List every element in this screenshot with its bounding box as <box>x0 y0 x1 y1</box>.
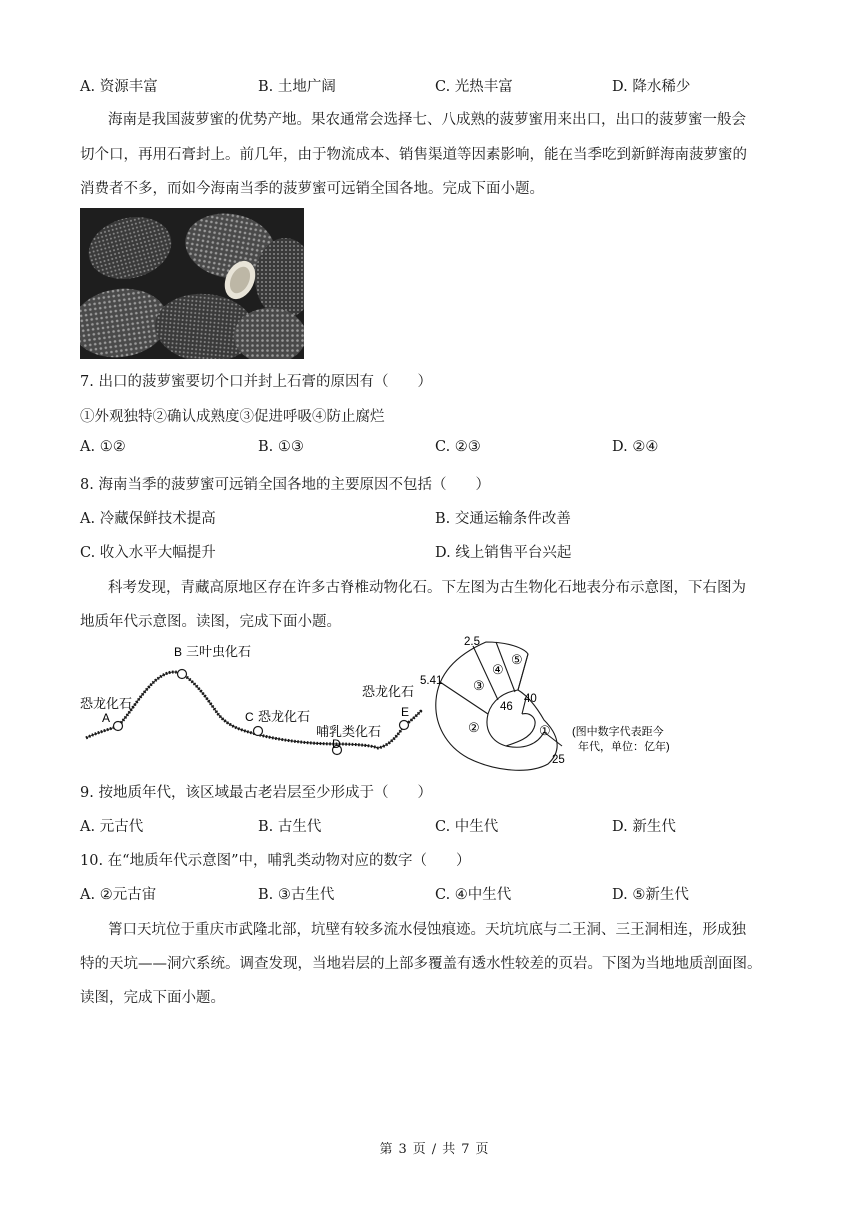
geotime-number-40: 40 <box>524 693 537 705</box>
point-b-marker <box>178 670 187 679</box>
passage1-line1: 海南是我国菠萝蜜的优势产地。果农通常会选择七、八成熟的菠萝蜜用来出口，出口的菠萝蜜一般会 <box>108 112 746 128</box>
label-e-letter: E <box>401 705 410 719</box>
footer-total-word: 页 <box>475 1142 489 1157</box>
footer-page-number: 3 <box>398 1142 407 1157</box>
geotime-note-line1: (图中数字代表距今 <box>572 726 664 738</box>
q7-option-d: D. ②④ <box>612 439 659 455</box>
geotime-number-46: 46 <box>500 701 513 713</box>
q9-option-a: A. 元古代 <box>80 819 144 835</box>
passage3-line2: 特的天坑——洞穴系统。调查发现，当地岩层的上部多覆盖有透水性较差的页岩。下图为当地地质剖面图。 <box>80 956 762 972</box>
passage3-line1: 箐口天坑位于重庆市武隆北部，坑壁有较多流水侵蚀痕迹。天坑坑底与二王洞、三王洞相连，形成独 <box>108 922 746 938</box>
passage1-line2: 切个口，再用石膏封上。前几年，由于物流成本、销售渠道等因素影响，能在当季吃到新鲜海南菠萝蜜的 <box>80 147 747 163</box>
q8-options-row1 <box>80 507 800 527</box>
q6-option-c: C. 光热丰富 <box>435 79 513 95</box>
q8-option-d: D. 线上销售平台兴起 <box>435 545 572 561</box>
point-c-marker <box>254 727 263 736</box>
q10-stem: 10. 在“地质年代示意图”中，哺乳类动物对应的数字（ ） <box>80 853 471 869</box>
passage1-line3: 消费者不多，而如今海南当季的菠萝蜜可远销全国各地。完成下面小题。 <box>80 181 544 197</box>
q10-option-a: A. ②元古宙 <box>80 887 157 903</box>
passage3-line3: 读图，完成下面小题。 <box>80 990 225 1006</box>
geotime-number-25: 25 <box>552 754 565 766</box>
footer-total-pages: 7 <box>461 1142 470 1157</box>
geotime-segment-5: ⑤ <box>511 652 523 667</box>
q7-option-a: A. ①② <box>80 439 126 455</box>
geotime-number-5-41: 5.41 <box>420 675 443 687</box>
q10-options <box>80 883 800 903</box>
footer-separator: / <box>431 1142 437 1157</box>
q9-stem: 9. 按地质年代，该区域最古老岩层至少形成于（ ） <box>80 785 432 801</box>
geotime-segment-2: ② <box>468 720 480 735</box>
label-b-fossil: 三叶虫化石 <box>186 644 252 659</box>
q10-option-b: B. ③古生代 <box>258 887 335 903</box>
q9-option-c: C. 中生代 <box>435 819 499 835</box>
q7-option-c: C. ②③ <box>435 439 481 455</box>
point-a-marker <box>114 722 123 731</box>
q9-options <box>80 815 800 835</box>
q8-stem: 8. 海南当季的菠萝蜜可远销全国各地的主要原因不包括（ ） <box>80 477 490 493</box>
footer-prefix: 第 <box>379 1142 393 1157</box>
label-d-letter: D <box>332 737 341 751</box>
passage2-line2: 地质年代示意图。读图，完成下面小题。 <box>80 614 341 630</box>
q8-option-b: B. 交通运输条件改善 <box>435 511 571 527</box>
q9-option-b: B. 古生代 <box>258 819 322 835</box>
geotime-segment-4: ④ <box>492 662 504 677</box>
q6-option-d: D. 降水稀少 <box>612 79 691 95</box>
fossil-profile <box>80 644 422 755</box>
footer-page-word: 页 <box>412 1142 426 1157</box>
q10-option-c: C. ④中生代 <box>435 887 512 903</box>
jackfruit-photo <box>80 208 304 359</box>
fossil-and-geotime-diagram <box>78 634 698 774</box>
point-e-marker <box>400 721 409 730</box>
label-d-fossil: 哺乳类化石 <box>316 724 382 739</box>
geotime-segment-1: ① <box>539 723 551 738</box>
q7-option-b: B. ①③ <box>258 439 304 455</box>
geotime-segment-3: ③ <box>473 678 485 693</box>
label-e-fossil: 恐龙化石 <box>362 684 415 699</box>
label-a-fossil: 恐龙化石 <box>80 696 133 711</box>
q8-options-row2 <box>80 541 800 561</box>
page-footer <box>0 1138 868 1157</box>
q7-options <box>80 439 800 459</box>
q9-option-d: D. 新生代 <box>612 819 676 835</box>
q8-option-c: C. 收入水平大幅提升 <box>80 545 216 561</box>
label-c-letter: C <box>245 710 254 724</box>
q8-option-a: A. 冷藏保鲜技术提高 <box>80 511 216 527</box>
footer-total-prefix: 共 <box>442 1142 456 1157</box>
label-a-letter: A <box>102 711 111 725</box>
geotime-number-2-5: 2.5 <box>464 636 480 648</box>
q10-option-d: D. ⑤新生代 <box>612 887 689 903</box>
q6-option-a: A. 资源丰富 <box>80 79 158 95</box>
label-b-letter: B <box>174 645 183 659</box>
label-c-fossil: 恐龙化石 <box>258 709 311 724</box>
q7-stem: 7. 出口的菠萝蜜要切个口并封上石膏的原因有（ ） <box>80 374 432 390</box>
passage2-line1: 科考发现，青藏高原地区存在许多古脊椎动物化石。下左图为古生物化石地表分布示意图，下右图为 <box>108 580 746 596</box>
geotime-note-line2: 年代，单位：亿年) <box>578 741 670 753</box>
q7-statements: ①外观独特②确认成熟度③促进呼吸④防止腐烂 <box>80 409 385 425</box>
jackfruit-illustration <box>80 208 304 359</box>
q6-option-b: B. 土地广阔 <box>258 79 336 95</box>
q6-options <box>80 75 800 95</box>
